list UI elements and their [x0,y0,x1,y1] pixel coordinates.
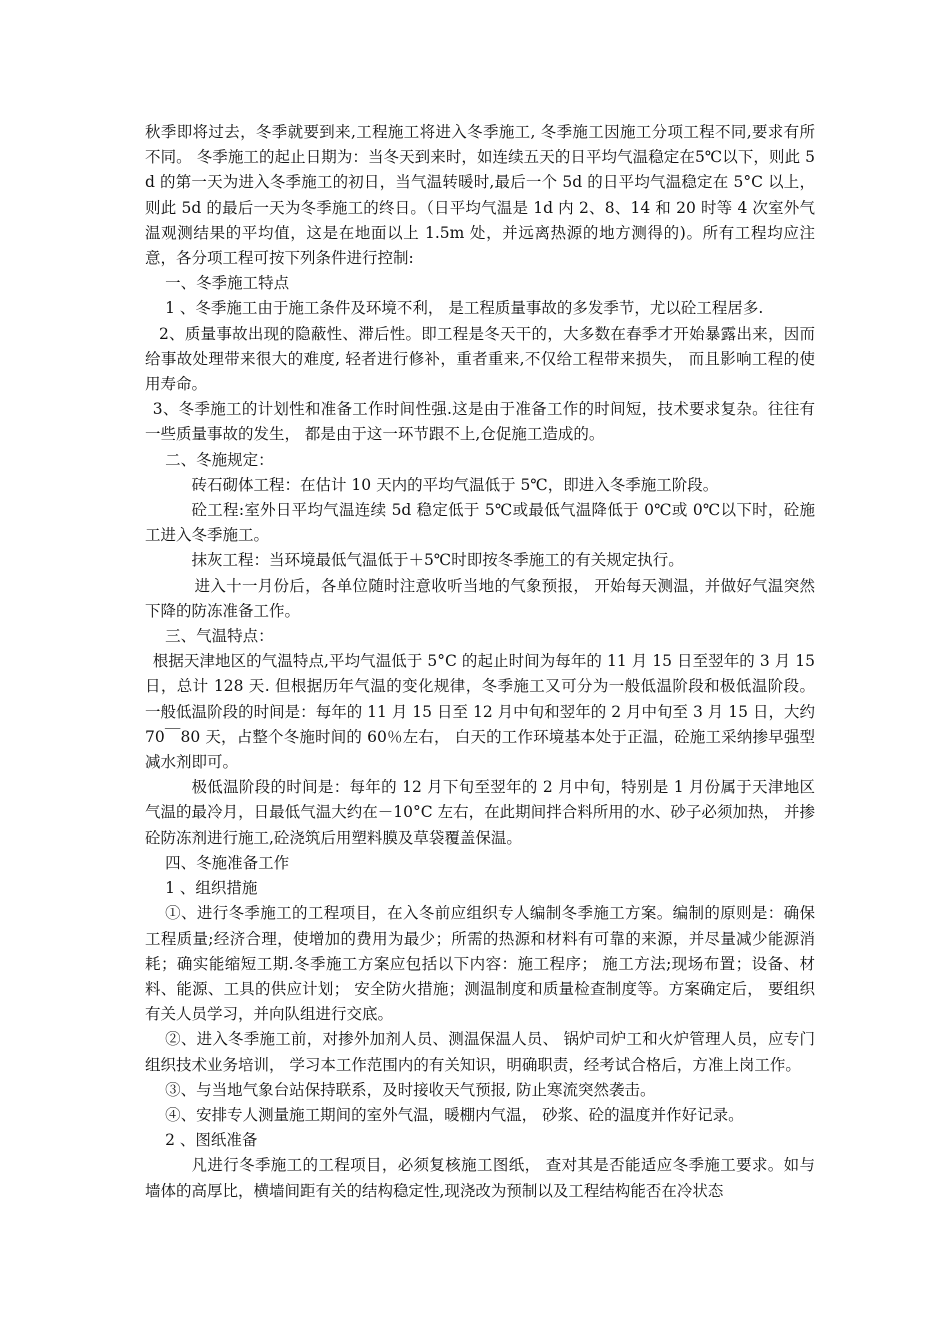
subsection-drawings: 2 、图纸准备 [165,1131,258,1150]
feature-item-2: 2、质量事故出现的隐蔽性、滞后性。即工程是冬天干的，大多数在春季才开始暴露出来，因而给事故处理带来很大的难度, 轻者进行修补，重者重来,不仅给工程带来损失， 而且影响工程的使用寿命。 [145,324,815,394]
regulation-plastering: 抹灰工程：当环境最低气温低于＋5℃时即按冬季施工的有关规定执行。 [191,551,684,570]
section-heading-winter-features: 一、冬季施工特点 [165,274,290,293]
drawings-paragraph: 凡进行冬季施工的工程项目，必须复核施工图纸， 查对其是否能适应冬季施工要求。如与墙体的高厚比，横墙间距有关的结构稳定性,现浇改为预制以及工程结构能否在冷状态 [145,1156,815,1200]
organization-item-2: ②、进入冬季施工前，对掺外加剂人员、测温保温人员、 锅炉司炉工和火炉管理人员，应专门组织技术业务培训， 学习本工作范围内的有关知识，明确职责，经考试合格后，方准上岗工作。 [145,1030,815,1074]
section-heading-regulations: 二、冬施规定： [165,450,274,469]
temperature-extreme-low: 极低温阶段的时间是：每年的 12 月下旬至翌年的 2 月中旬，特别是 1 月份属于天津地区气温的最冷月，日最低气温大约在－10°C 左右，在此期间拌合料所用的水、砂子必须加热， 并掺砼防冻剂进行施工,砼浇筑后用塑料膜及草袋覆盖保温。 [145,778,815,847]
temperature-general: 根据天津地区的气温特点,平均气温低于 5°C 的起止时间为每年的 11 月 15 日至翌年的 3 月 15 日，总计 128 天. 但根据历年气温的变化规律，冬季施工又可分为一般低温阶段和极低温阶段。 一般低温阶段的时间是：每年的 11 月 15 日至 12 月中旬和翌年的 2 月中旬至 3 月 15 日，大约 70￣80 天，占整个冬施时间的 60％左右， 白天的工作环境基本处于正温，砼施工采纳掺早强型减水剂即可。 [145,652,815,772]
regulation-masonry: 砖石砌体工程：在估计 10 天内的平均气温低于 5℃，即进入冬季施工阶段。 [191,475,719,494]
intro-paragraph: 秋季即将过去，冬季就要到来,工程施工将进入冬季施工, 冬季施工因施工分项工程不同,要求有所不同。 冬季施工的起止日期为：当冬天到来时，如连续五天的日平均气温稳定在5℃以下，则此 5d 的第一天为进入冬季施工的初日，当气温转暖时,最后一个 5d 的日平均气温稳定在 5°C 以上，则此 5d 的最后一天为冬季施工的终日。（日平均气温是 1d 内 2、8、14 和 20 时等 4 次室外气温观测结果的平均值，这是在地面以上 1.5m 处，并远离热源的地方测得的)。所有工程均应注意，各分项工程可按下列条件进行控制: [145,123,815,268]
feature-item-3: 3、冬季施工的计划性和准备工作时间性强.这是由于准备工作的时间短，技术要求复杂。往往有一些质量事故的发生， 都是由于这一环节跟不上,仓促施工造成的。 [145,400,815,444]
organization-item-1: ①、进行冬季施工的工程项目，在入冬前应组织专人编制冬季施工方案。编制的原则是：确保工程质量;经济合理，使增加的费用为最少；所需的热源和材料有可靠的来源，并尽量减少能源消耗；确实能缩短工期.冬季施工方案应包括以下内容：施工程序； 施工方法;现场布置；设备、材料、能源、工具的供应计划； 安全防火措施；测温制度和质量检查制度等。方案确定后， 要组织有关人员学习，并向队组进行交底。 [145,904,815,1024]
document-body [145,120,815,1204]
regulation-november-note: 进入十一月份后，各单位随时注意收听当地的气象预报， 开始每天测温，并做好气温突然下降的防冻准备工作。 [145,576,815,620]
section-heading-temperature: 三、气温特点： [165,627,274,646]
organization-item-3: ③、与当地气象台站保持联系，及时接收天气预报, 防止寒流突然袭击。 [165,1080,656,1099]
section-heading-preparation: 四、冬施准备工作 [165,853,290,872]
organization-item-4: ④、安排专人测量施工期间的室外气温，暖棚内气温， 砂浆、砼的温度并作好记录。 [165,1105,744,1124]
feature-item-1: 1 、冬季施工由于施工条件及环境不利， 是工程质量事故的多发季节，尤以砼工程居多. [165,299,764,318]
subsection-organization: 1 、组织措施 [165,879,258,898]
regulation-concrete: 砼工程:室外日平均气温连续 5d 稳定低于 5℃或最低气温降低于 0℃或 0℃以下时，砼施工进入冬季施工。 [145,501,815,545]
